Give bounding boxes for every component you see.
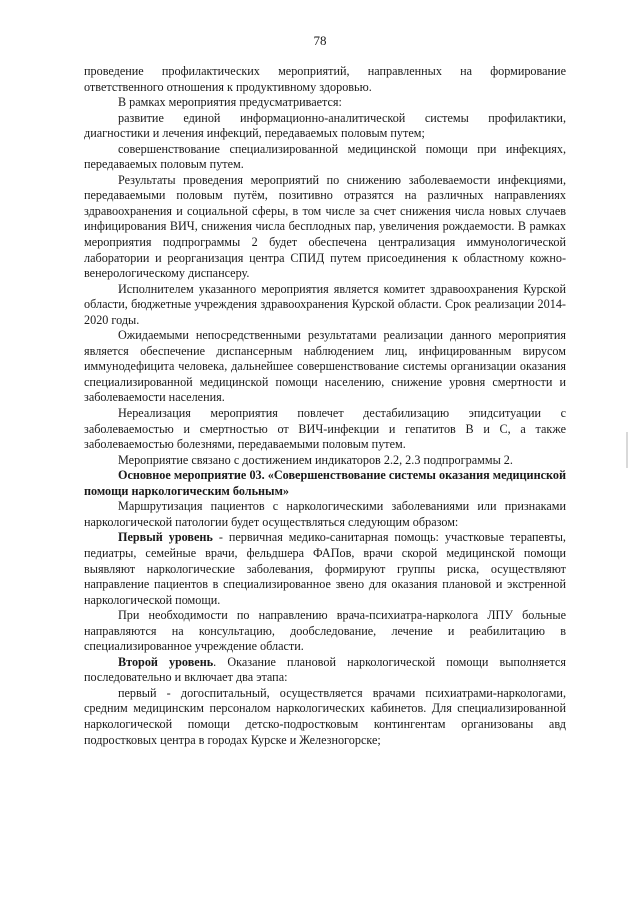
section-heading-text: Основное мероприятие 03. «Совершенствование системы оказания медицинской помощи наркологическим больным» (84, 468, 566, 498)
paragraph: первый - догоспитальный, осуществляется врачами психиатрами-наркологами, средним медицинским персоналом наркологических кабинетов. Для специализированной наркологической помощи детско-подростковым контингентам организованы авд подростковых центра в городах Курске и Железногорске; (84, 685, 566, 747)
paragraph: Исполнителем указанного мероприятия является комитет здравоохранения Курской области, бюджетные учреждения здравоохранения Курской области. Срок реализации 2014-2020 годы. (84, 281, 566, 327)
paragraph: При необходимости по направлению врача-психиатра-нарколога ЛПУ больные направляются на консультацию, дообследование, лечение и реабилитацию в специализированное учреждение области. (84, 608, 566, 654)
page-number: 78 (313, 33, 327, 48)
section-heading (84, 468, 566, 499)
paragraph (84, 530, 566, 608)
document-body (84, 64, 566, 748)
paragraph: Ожидаемыми непосредственными результатами реализации данного мероприятия является обеспечение диспансерным наблюдением лиц, инфицированным вирусом иммунодефицита человека, дальнейшее совершенствование системы организации оказания специализированной медицинской помощи населению, снижение уровня смертности и заболеваемости населения. (84, 328, 566, 405)
paragraph: В рамках мероприятия предусматривается: (118, 95, 342, 110)
paragraph: Мероприятие связано с достижением индикаторов 2.2, 2.3 подпрограммы 2. (118, 452, 513, 467)
paragraph (84, 655, 566, 686)
paragraph: совершенствование специализированной медицинской помощи при инфекциях, передаваемых половым путем. (84, 141, 566, 172)
paragraph-text: . Оказание плановой наркологической помощи выполняется последовательно и включает два этапа: (84, 654, 566, 685)
level-heading: Второй уровень (118, 654, 214, 669)
paragraph: Маршрутизация пациентов с наркологическими заболеваниями или признаками наркологической патологии будет осуществляться следующим образом: (84, 499, 566, 529)
paragraph: развитие единой информационно-аналитической системы профилактики, диагностики и лечения инфекций, передаваемых половым путем; (84, 110, 566, 141)
paragraph-text: - первичная медико-санитарная помощь: участковые терапевты, педиатры, семейные врачи, фельдшера ФАПов, врачи скорой медицинской помощи выявляют наркологические заболевания, формируют группы риска, осуществляют направление пациентов в специализированное звено для оказания плановой и экстренной наркологической помощи. (84, 530, 566, 607)
scan-artifact (626, 432, 628, 468)
paragraph: Нереализация мероприятия повлечет дестабилизацию эпидситуации с заболеваемостью и смертностью от ВИЧ-инфекции и гепатитов В и С, а также заболеваемостью болезнями, передаваемыми половым путем. (84, 406, 566, 452)
paragraph: Результаты проведения мероприятий по снижению заболеваемости инфекциями, передаваемыми половым путём, позитивно отразятся на различных направлениях здравоохранения и социальной сферы, в том числе за счет снижения числа новых случаев инфицирования ВИЧ, снижения числа бесплодных пар, увеличения рождаемости. В рамках мероприятия подпрограммы 2 будет обеспечена централизация иммунологической лаборатории и реорганизация центра СПИД путем присоединения к областному кожно-венерологическому диспансеру. (84, 172, 566, 281)
paragraph: проведение профилактических мероприятий, направленных на формирование ответственного отношения к продуктивному здоровью. (84, 64, 566, 94)
level-heading: Первый уровень (118, 530, 213, 545)
